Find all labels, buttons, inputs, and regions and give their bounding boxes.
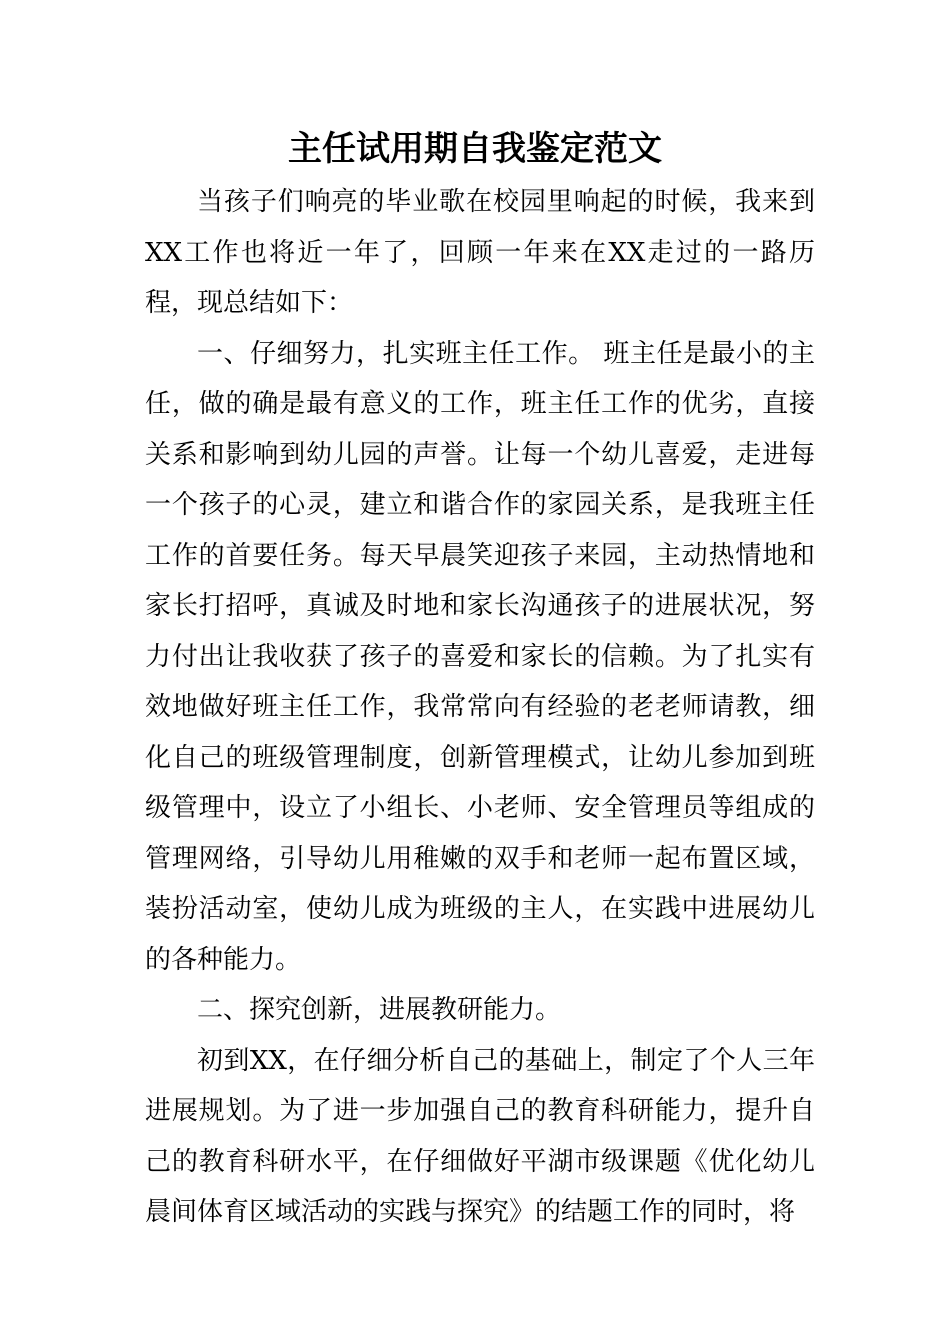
paragraph-section-two-body: 初到XX，在仔细分析自己的基础上，制定了个人三年进展规划。为了进一步加强自己的教育科研能力，提升自己的教育科研水平，在仔细做好平湖市级课题《优化幼儿晨间体育区域活动的实践与探究》的结题工作的同时，将 bbox=[145, 1045, 815, 1227]
paragraph-section-one: 一、仔细努力，扎实班主任工作。 班主任是最小的主任，做的确是最有意义的工作，班主任工作的优劣，直接关系和影响到幼儿园的声誉。让每一个幼儿喜爱，走进每一个孩子的心灵，建立和谐合作的家园关系，是我班主任工作的首要任务。每天早晨笑迎孩子来园，主动热情地和家长打招呼，真诚及时地和家长沟通孩子的进展状况，努力付出让我收获了孩子的喜爱和家长的信赖。为了扎实有效地做好班主任工作，我常常向有经验的老老师请教，细化自己的班级管理制度，创新管理模式，让幼儿参加到班级管理中，设立了小组长、小老师、安全管理员等组成的管理网络，引导幼儿用稚嫩的双手和老师一起布置区域，装扮活动室，使幼儿成为班级的主人，在实践中进展幼儿的各种能力。 bbox=[145, 338, 815, 975]
paragraph-intro: 当孩子们响亮的毕业歌在校园里响起的时候，我来到XX工作也将近一年了，回顾一年来在XX走过的一路历程，现总结如下： bbox=[145, 187, 815, 318]
document-body bbox=[145, 177, 815, 1238]
paragraph-section-two-heading: 二、探究创新，进展教研能力。 bbox=[197, 995, 562, 1025]
document-title: 主任试用期自我鉴定范文 bbox=[288, 129, 662, 169]
